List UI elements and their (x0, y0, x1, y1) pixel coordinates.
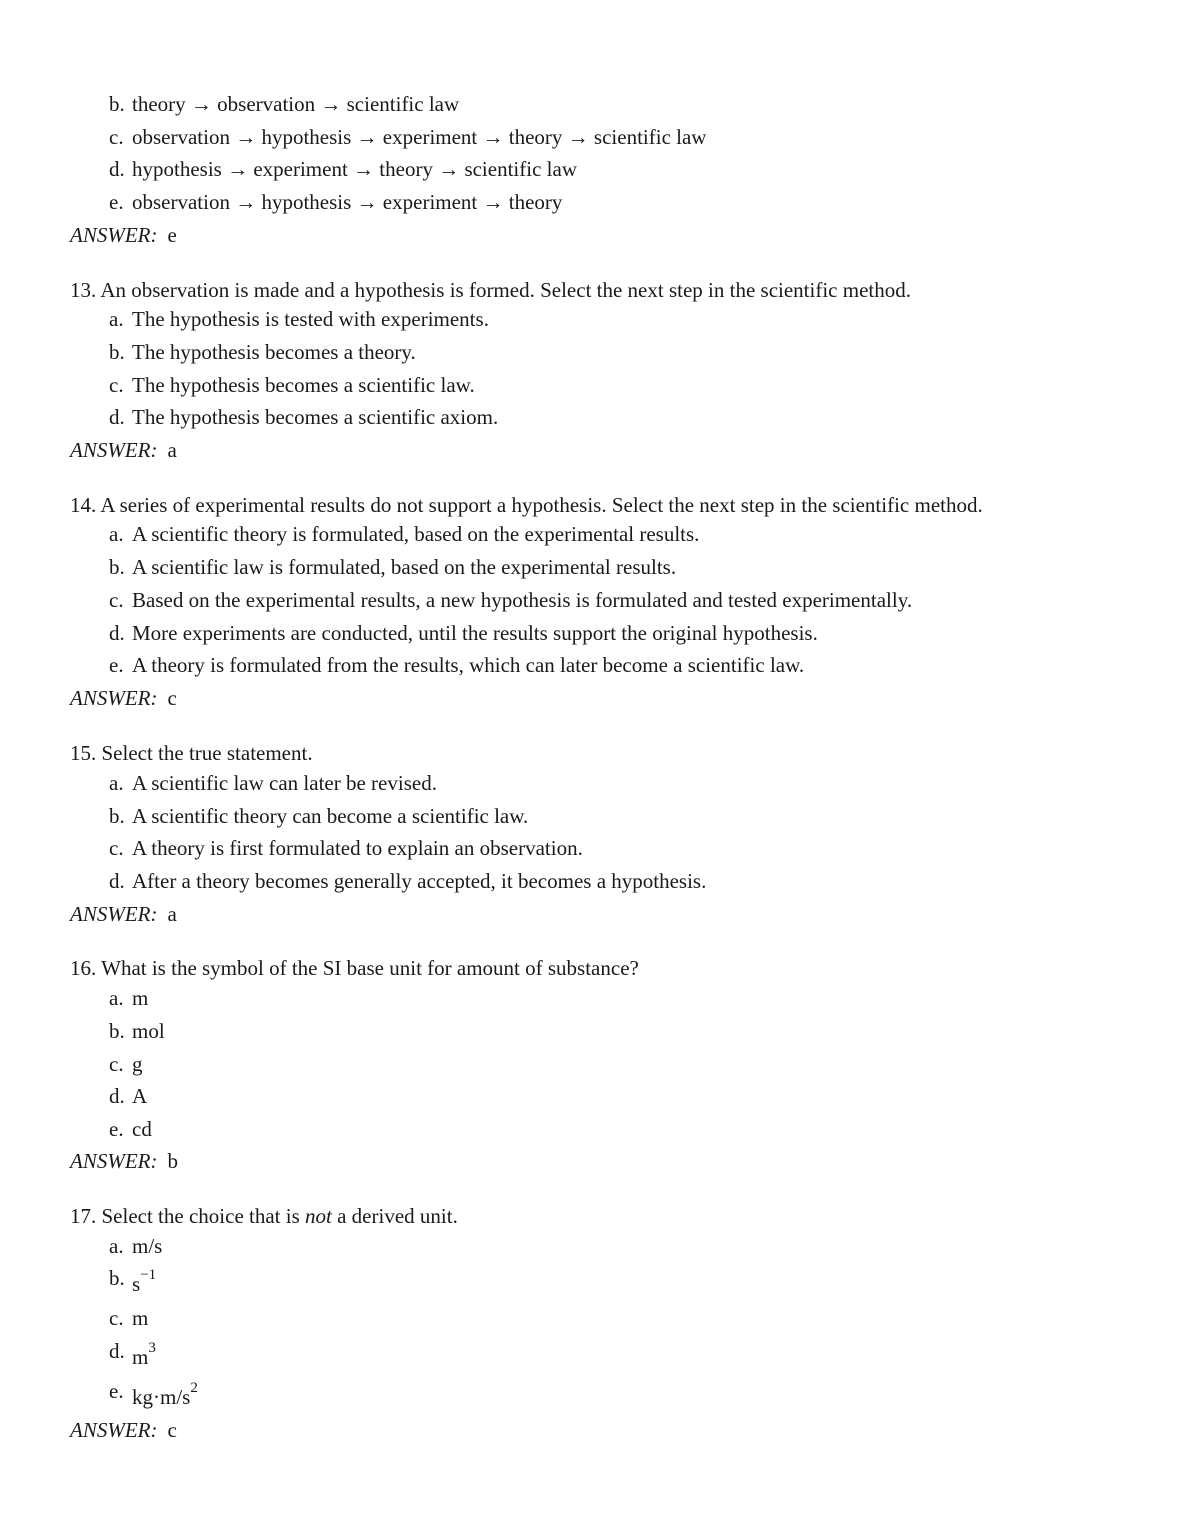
q12-choice-e: e. observation → hypothesis → experiment → theory (109, 190, 563, 214)
q15-choice-a: a. A scientific law can later be revised. (109, 771, 437, 795)
q13-question: 13. An observation is made and a hypothesis is formed. Select the next step in the scientific method. (70, 278, 911, 302)
q13-choice-b: b. The hypothesis becomes a theory. (109, 340, 416, 364)
q13-choice-a: a. The hypothesis is tested with experiments. (109, 307, 489, 331)
q14-choice-b: b. A scientific law is formulated, based on the experimental results. (109, 555, 677, 579)
q12-choice-c: c. observation → hypothesis → experiment → theory → scientific law (109, 125, 707, 149)
q14-answer: ANSWER: c (70, 686, 177, 710)
q14-choice-a: a. A scientific theory is formulated, based on the experimental results. (109, 522, 700, 546)
q17-choice-b: b. $s^{-1}$ (109, 1266, 157, 1296)
q17-choice-c: c. m (109, 1306, 149, 1330)
q17-question: 17. Select the choice that is not a derived unit. (70, 1204, 458, 1228)
q17-choice-e: e. $kg\cdot m/s^2$ (109, 1379, 198, 1409)
q14-question: 14. A series of experimental results do not support a hypothesis. Select the next step in the scientific method. (70, 493, 983, 517)
q15-answer: ANSWER: a (70, 902, 177, 926)
q17-choice-d: d. $m^3$ (109, 1339, 156, 1369)
q15-question: 15. Select the true statement. (70, 741, 313, 765)
q17-answer: ANSWER: c (70, 1418, 177, 1442)
q15-choice-d: d. After a theory becomes generally accepted, it becomes a hypothesis. (109, 869, 707, 893)
q16-choice-d: d. A (109, 1084, 148, 1108)
q14-choice-d: d. More experiments are conducted, until the results support the original hypothesis. (109, 621, 818, 645)
q15-choice-b: b. A scientific theory can become a scientific law. (109, 804, 529, 828)
q13-choice-c: c. The hypothesis becomes a scientific law. (109, 373, 475, 397)
q16-choice-b: b. mol (109, 1019, 165, 1043)
q14-choice-e: e. A theory is formulated from the results, which can later become a scientific law. (109, 653, 805, 677)
q13-answer: ANSWER: a (70, 438, 177, 462)
q16-question: 16. What is the symbol of the SI base unit for amount of substance? (70, 956, 639, 980)
q17-choice-d-exponent: 3 (148, 1340, 156, 1356)
q17-choice-b-exponent: −1 (140, 1267, 157, 1283)
q17-emphasis: not (305, 1204, 332, 1228)
q16-answer: ANSWER: b (70, 1149, 178, 1173)
q13-choice-d: d. The hypothesis becomes a scientific axiom. (109, 405, 499, 429)
q12-choice-b: b. theory → observation → scientific law (109, 92, 460, 116)
q17-choice-e-exponent: 2 (190, 1380, 198, 1396)
q16-choice-a: a. m (109, 986, 149, 1010)
q12-choice-d: d. hypothesis → experiment → theory → scientific law (109, 157, 577, 181)
q16-choice-c: c. g (109, 1052, 143, 1076)
q14-choice-c: c. Based on the experimental results, a new hypothesis is formulated and tested experimentally. (109, 588, 913, 612)
q16-choice-e: e. cd (109, 1117, 152, 1141)
q12-answer: ANSWER: e (70, 223, 177, 247)
q17-choice-a: a. m/s (109, 1234, 163, 1258)
q15-choice-c: c. A theory is first formulated to explain an observation. (109, 836, 583, 860)
